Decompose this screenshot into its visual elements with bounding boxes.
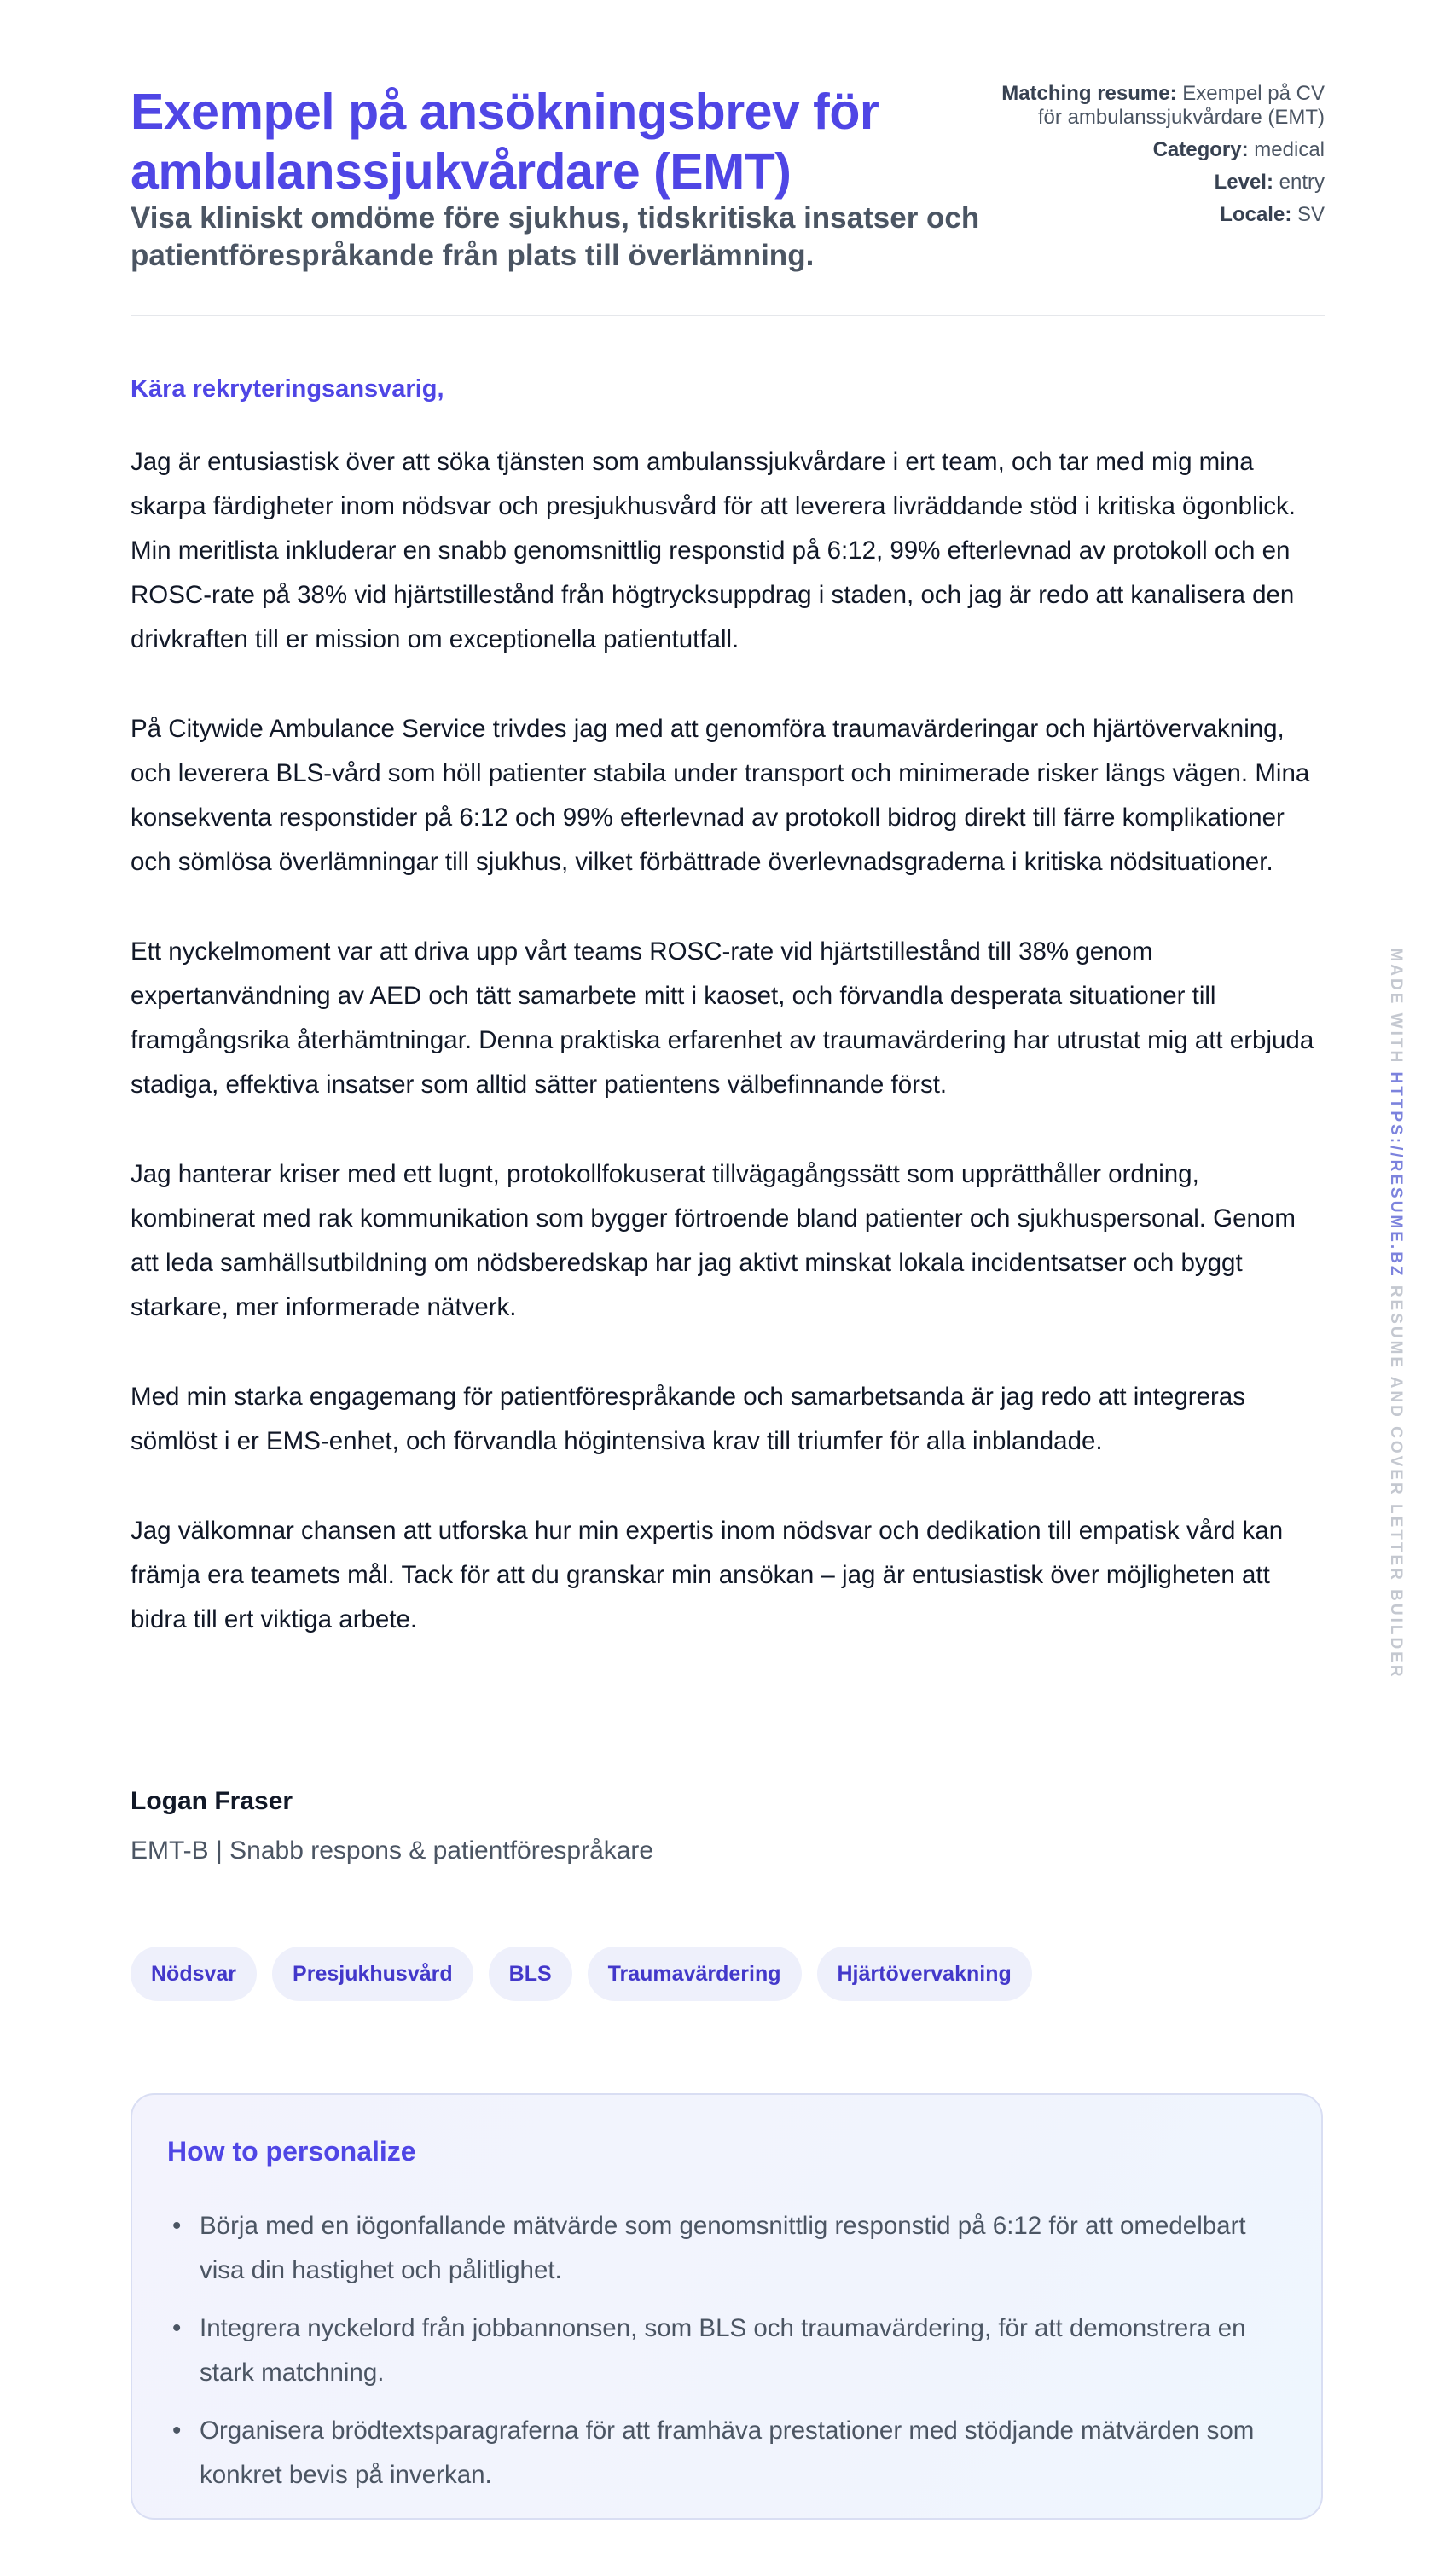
- letter-paragraph: Jag hanterar kriser med ett lugnt, protokollfokuserat tillvägagångssätt som upprätthåller ordning, kombinerat med rak kommunikation som bygger förtroende bland patienter och sjukhuspersonal. Genom att leda samhällsutbildning om nödsberedskap har jag aktivt minskat lokala incidentsatser och byggt starkare, mer informerade nätverk.: [130, 1160, 1296, 1321]
- tip-text: Börja med en iögonfallande mätvärde som genomsnittlig responstid på 6:12 för att omedelbart visa din hastighet och pålitlighet.: [200, 2212, 1246, 2284]
- tip-item: [167, 2409, 1293, 2498]
- letter-paragraph: Ett nyckelmoment var att driva upp vårt teams ROSC-rate vid hjärtstillestånd till 38% genom expertanvändning av AED och tätt samarbete mitt i kaoset, och förvandla desperata situationer till framgångsrika återhämtningar. Denna praktiska erfarenhet av traumavärdering har utrustat mig att erbjuda stadiga, effektiva insatser som alltid sätter patientens välbefinnande först.: [130, 937, 1314, 1099]
- meta-level-label: Level:: [1214, 171, 1273, 194]
- meta-level-value: entry: [1279, 171, 1325, 194]
- letter-body: [130, 440, 1325, 1687]
- page-header: [130, 82, 1325, 316]
- skill-tag: Hjärtövervakning: [817, 1947, 1032, 2001]
- page-title: Exempel på ansökningsbrev för ambulanssjukvårdare (EMT): [130, 84, 879, 200]
- watermark-suffix: RESUME AND COVER LETTER BUILDER: [1387, 1285, 1405, 1680]
- meta-matching-resume: [983, 82, 1325, 130]
- skill-tag: BLS: [489, 1947, 572, 2001]
- letter-signature: [130, 1784, 653, 1868]
- tip-item: [167, 2204, 1293, 2293]
- letter-salutation: Kära rekryteringsansvarig,: [130, 375, 444, 403]
- bullet-icon: •: [172, 2416, 182, 2445]
- meta-matching-resume-link[interactable]: Exempel på CV för ambulanssjukvårdare (EMT): [1037, 82, 1325, 129]
- personalize-tips-box: [130, 2093, 1323, 2520]
- meta-category-value: medical: [1254, 138, 1325, 161]
- meta-category: [983, 138, 1325, 162]
- header-divider: [130, 315, 1325, 316]
- skill-tags: [130, 1947, 1032, 2001]
- skill-tag: Nödsvar: [130, 1947, 257, 2001]
- letter-paragraph: Jag välkomnar chansen att utforska hur min expertis inom nödsvar och dedikation till empatisk vård kan främja era teamets mål. Tack för att du granskar min ansökan – jag är entusiastisk över möjligheten att bidra till ert viktiga arbete.: [130, 1517, 1284, 1633]
- watermark-prefix: MADE WITH: [1387, 948, 1405, 1065]
- watermark-link[interactable]: HTTPS://RESUME.BZ: [1387, 1071, 1405, 1279]
- tips-list: [167, 2204, 1293, 2511]
- tip-text: Integrera nyckelord från jobbannonsen, som BLS och traumavärdering, för att demonstrera en stark matchning.: [200, 2314, 1246, 2387]
- bullet-icon: •: [172, 2314, 182, 2342]
- side-watermark: [1385, 948, 1406, 1680]
- tip-item: [167, 2306, 1293, 2395]
- letter-paragraph: Jag är entusiastisk över att söka tjänsten som ambulanssjukvårdare i ert team, och tar med mig mina skarpa färdigheter inom nödsvar och presjukhusvård för att leverera livräddande stöd i kritiska ögonblick. Min meritlista inkluderar en snabb genomsnittlig responstid på 6:12, 99% efterlevnad av protokoll och en ROSC-rate på 38% vid hjärtstillestånd från högtrycksuppdrag i staden, och jag är redo att kanalisera den drivkraften till er mission om exceptionella patientutfall.: [130, 448, 1296, 653]
- meta-matching-resume-label: Matching resume:: [1001, 82, 1177, 105]
- page-subtitle: Visa kliniskt omdöme före sjukhus, tidskritiska insatser och patientförespråkande från plats till överlämning.: [130, 201, 980, 272]
- meta-category-label: Category:: [1152, 138, 1249, 161]
- meta-locale-value: SV: [1296, 203, 1325, 226]
- skill-tag: Presjukhusvård: [272, 1947, 473, 2001]
- cover-letter-page: [130, 82, 1325, 2489]
- skill-tag: Traumavärdering: [588, 1947, 802, 2001]
- side-watermark-text: [1386, 948, 1405, 1679]
- tip-text: Organisera brödtextsparagraferna för att framhäva prestationer med stödjande mätvärden som konkret bevis på inverkan.: [200, 2416, 1255, 2489]
- signature-name: Logan Fraser: [130, 1787, 293, 1815]
- resume-meta: [983, 82, 1325, 235]
- signature-role: EMT-B | Snabb respons & patientförespråkare: [130, 1836, 654, 1865]
- letter-paragraph: Med min starka engagemang för patientförespråkande och samarbetsanda är jag redo att integreras sömlöst i er EMS-enhet, och förvandla högintensiva krav till triumfer för alla inblandade.: [130, 1383, 1245, 1455]
- letter-paragraph: På Citywide Ambulance Service trivdes jag med att genomföra traumavärderingar och hjärtövervakning, och leverera BLS-vård som höll patienter stabila under transport och minimerade risker längs vägen. Mina konsekventa responstider på 6:12 och 99% efterlevnad av protokoll bidrog direkt till färre komplikationer och sömlösa överlämningar till sjukhus, vilket förbättrade överlevnadsgraderna i kritiska nödsituationer.: [130, 715, 1310, 876]
- meta-locale-label: Locale:: [1220, 203, 1292, 226]
- bullet-icon: •: [172, 2212, 182, 2240]
- meta-level: [983, 171, 1325, 194]
- meta-locale: [983, 203, 1325, 227]
- tips-title: How to personalize: [167, 2136, 416, 2167]
